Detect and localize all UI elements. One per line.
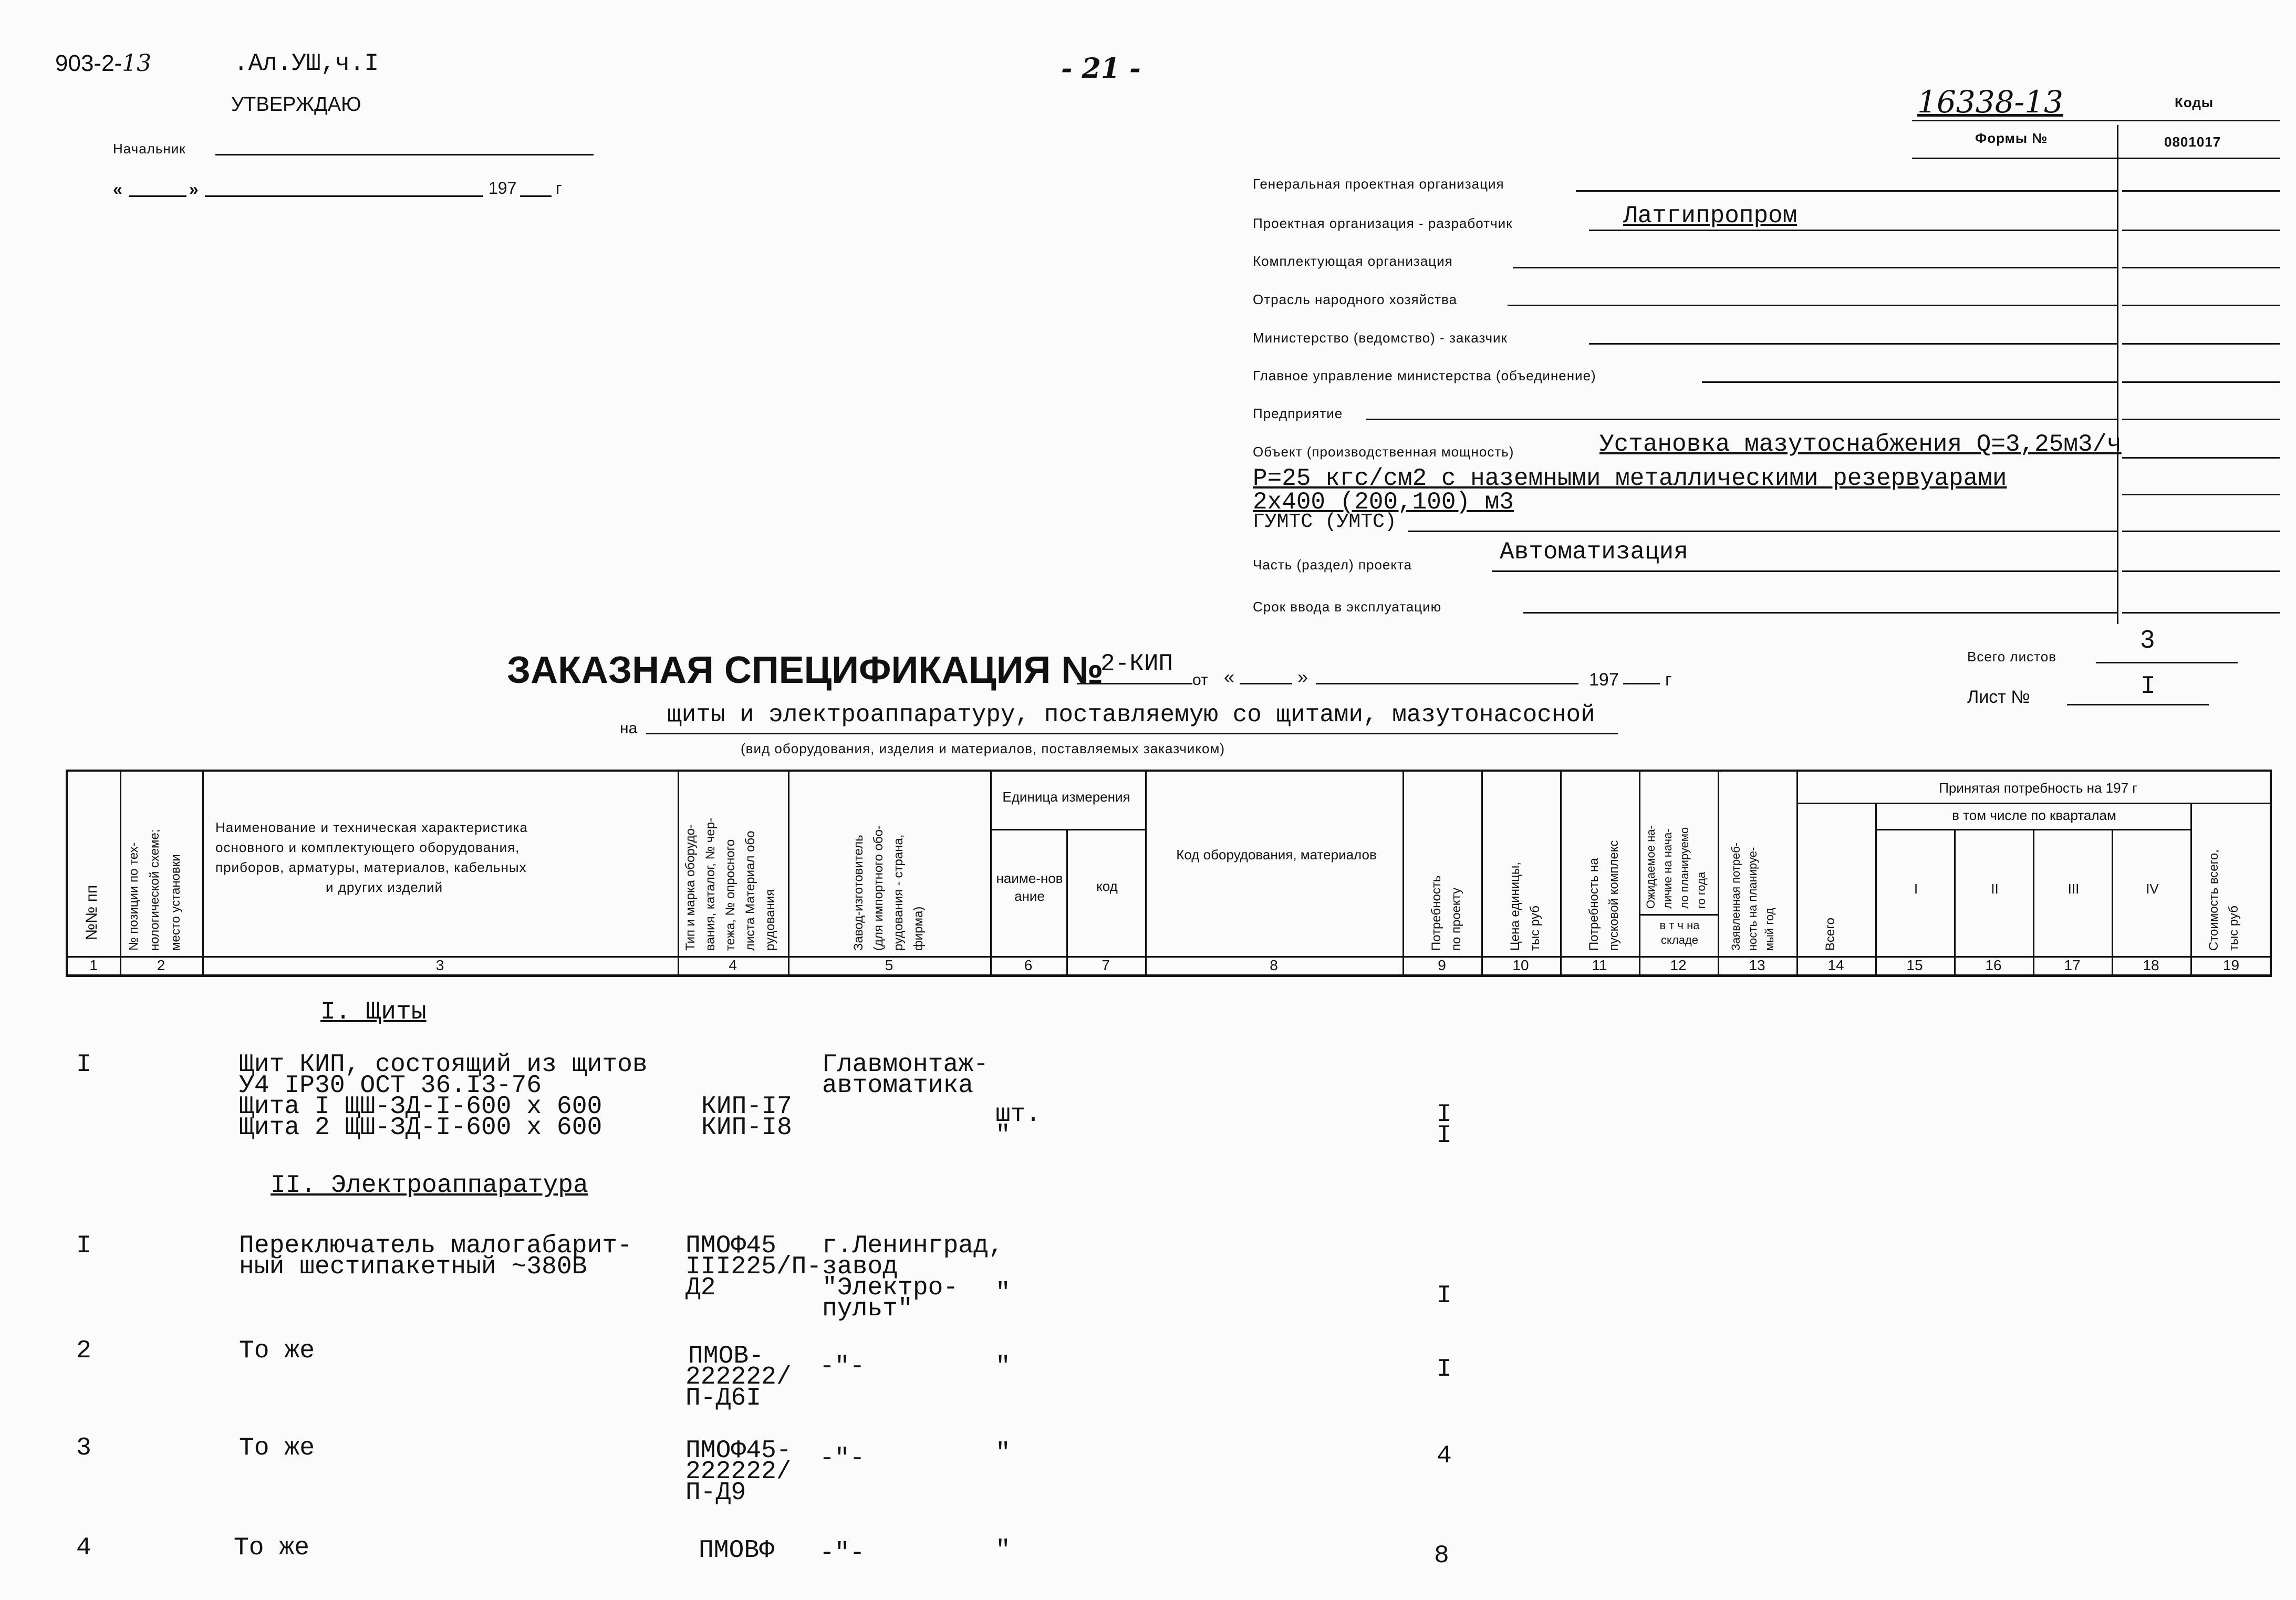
row4-name: То же	[239, 1434, 315, 1462]
row5-num: 4	[76, 1534, 91, 1562]
col-num-10: 10	[1512, 957, 1529, 973]
spec-subject-caption: (вид оборудования, изделия и материалов, поставляемых заказчиком)	[741, 741, 1225, 756]
developer-value: Латгипропром	[1623, 202, 1798, 230]
row2-unit: "	[995, 1279, 1011, 1307]
col-line-5	[990, 770, 992, 976]
general-org-code-line	[2122, 190, 2280, 192]
spec-year-line	[1623, 683, 1660, 684]
col3-header-l3: приборов, арматуры, материалов, кабельных	[215, 859, 527, 875]
col4-header-l5: рудования	[763, 889, 777, 951]
directorate-code-line	[2122, 381, 2280, 383]
part-line	[1492, 570, 2117, 572]
row2-name-2: ный шестипакетный ~380В	[239, 1253, 587, 1281]
col-line-18	[2190, 804, 2192, 976]
industry-line	[1508, 305, 2117, 306]
col1-header: №№ пп	[83, 885, 100, 940]
col-num-19: 19	[2222, 957, 2240, 973]
supplier-code-line	[2122, 267, 2280, 268]
col4-header-l1: Тип и марка оборудо-	[683, 824, 698, 951]
q4-header: IV	[2146, 881, 2159, 897]
spec-month-line	[1316, 683, 1578, 684]
total-sheets-line	[2096, 662, 2238, 663]
col-line-6	[1066, 830, 1068, 976]
col5-header-l4: фирма)	[911, 906, 926, 951]
row3-qty: I	[1437, 1355, 1452, 1384]
col-line-3	[678, 770, 679, 976]
col-num-7: 7	[1102, 957, 1110, 973]
col-line-10	[1560, 770, 1562, 976]
col11-header-l1: Потребность на	[1587, 858, 1601, 951]
row4-type-3: П-Д9	[685, 1479, 746, 1507]
row2-maker-3: "Электро-	[822, 1274, 959, 1302]
col-num-18: 18	[2143, 957, 2159, 973]
row3-unit: "	[995, 1353, 1011, 1381]
supplier-label: Комплектующая организация	[1253, 253, 1453, 269]
col-line-13	[1796, 770, 1798, 976]
row5-type-1: ПМОВФ	[699, 1536, 775, 1565]
codes-vertical-line	[2117, 125, 2118, 624]
sheet-value: I	[2141, 672, 2156, 701]
row4-type-2: 222222/	[685, 1458, 792, 1486]
approve-year: 197	[489, 179, 517, 198]
row3-type-2: 222222/	[685, 1363, 792, 1391]
row2-name-1: Переключатель малогабарит-	[239, 1232, 632, 1260]
project-code: 903-2-13	[55, 50, 152, 77]
col4-header-l4: листа Материал обо	[743, 830, 757, 951]
col10-header-l2: тыс руб	[1528, 905, 1542, 951]
unit-name-header: наиме-нование	[996, 870, 1063, 904]
row1-type-1: КИП-I7	[701, 1093, 792, 1121]
form-label: Формы №	[1975, 130, 2048, 146]
quarters-header: в том числе по кварталам	[1952, 807, 2116, 823]
section-2-title: II. Электроаппаратура	[271, 1171, 588, 1200]
accepted-subline	[1796, 803, 2272, 804]
col-line-7	[1145, 770, 1147, 976]
col9-header-l2: по проекту	[1449, 887, 1463, 951]
doc-number: 16338-13	[1917, 84, 2063, 120]
row4-unit: "	[995, 1439, 1011, 1468]
col3-header-l1: Наименование и техническая характеристика	[215, 819, 528, 835]
industry-code-line	[2122, 305, 2280, 306]
spec-year: 197	[1589, 670, 1619, 690]
q2-header: II	[1991, 881, 1999, 897]
spec-on: на	[620, 720, 638, 737]
row3-num: 2	[76, 1337, 91, 1365]
total-sheets-value: 3	[2141, 626, 2155, 653]
col-line-17	[2112, 830, 2113, 976]
ministry-code-line	[2122, 343, 2280, 345]
col19-header-l2: тыс руб	[2227, 905, 2241, 951]
col4-header-l2: вания, каталог, № чер-	[703, 817, 718, 951]
col13-header-l1: Заявленная потреб-	[1729, 842, 1742, 951]
approve-month-line	[205, 195, 483, 197]
row2-qty: I	[1437, 1282, 1452, 1310]
col12-sub-header: в т ч на складе	[1659, 919, 1700, 947]
col5-header-l2: (для импортного обо-	[871, 825, 886, 951]
directorate-line	[1702, 381, 2117, 383]
col-line-8	[1402, 770, 1404, 976]
col-line-12	[1718, 770, 1719, 976]
developer-code-line	[2122, 230, 2280, 231]
chief-label: Начальник	[113, 141, 186, 157]
part-code-line	[2122, 570, 2280, 572]
col-num-5: 5	[885, 957, 894, 973]
col-num-14: 14	[1827, 957, 1844, 973]
enterprise-code-line	[2122, 419, 2280, 420]
col-line-15	[1954, 830, 1956, 976]
row1-num: I	[76, 1051, 91, 1079]
approve-date-open: «	[113, 180, 122, 199]
col-num-8: 8	[1270, 957, 1278, 973]
enterprise-label: Предприятие	[1253, 406, 1343, 421]
spec-number: 2-КИП	[1100, 650, 1173, 678]
object-value-2: Р=25 кгс/см2 с наземными металлическими резервуарами	[1253, 465, 2007, 492]
col5-header-l1: Завод-изготовитель	[851, 835, 866, 951]
row4-maker: -"-	[819, 1445, 865, 1473]
row1-unit-1: шт.	[995, 1100, 1041, 1129]
supplier-line	[1513, 267, 2117, 268]
col12-header-l2: личие на нача-	[1661, 828, 1674, 909]
col13-header-l3: мый год	[1763, 908, 1776, 951]
object-label: Объект (производственная мощность)	[1253, 444, 1514, 460]
row3-type-1: ПМОВ-	[688, 1342, 764, 1370]
col3-header-l2: основного и комплектующего оборудования,	[215, 839, 520, 855]
row1-unit-2: "	[995, 1121, 1011, 1150]
part-label: Часть (раздел) проекта	[1253, 557, 1412, 573]
row2-type-2: III225/П-	[685, 1253, 822, 1281]
col19-header-l1: Стоимость всего,	[2207, 849, 2221, 951]
col-num-12: 12	[1670, 957, 1687, 973]
object-code-line-2	[2122, 494, 2280, 495]
col-num-9: 9	[1438, 957, 1446, 973]
directorate-label: Главное управление министерства (объединение)	[1253, 368, 1596, 383]
spec-number-line	[1077, 683, 1192, 684]
col13-header-l2: ность на планируе-	[1746, 847, 1759, 951]
unit-code-header: код	[1096, 878, 1118, 894]
col12-header-l3: ло планируемо	[1678, 827, 1691, 909]
form-code: 0801017	[2164, 134, 2221, 150]
approve-label: УТВЕРЖДАЮ	[231, 93, 361, 116]
general-org-label: Генеральная проектная организация	[1253, 176, 1504, 192]
part-value: Автоматизация	[1500, 538, 1688, 566]
spec-subject: щиты и электроаппаратуру, поставляемую со щитами, мазутонасосной	[667, 701, 1595, 729]
codes-top-line	[1912, 120, 2280, 121]
spec-subject-line	[646, 733, 1618, 734]
sheet-line	[2067, 704, 2209, 705]
row1-type-2: КИП-I8	[701, 1114, 792, 1142]
col4-header-l3: тежа, № опросного	[723, 839, 737, 951]
row1-qty-1: I	[1437, 1100, 1452, 1129]
approve-year-suffix: г	[556, 179, 562, 198]
col3-header-l4: и других изделий	[326, 879, 443, 895]
row5-unit: "	[995, 1536, 1011, 1565]
spec-date-close: »	[1297, 666, 1308, 688]
gumts-code-line	[2122, 531, 2280, 532]
col9-header-l1: Потребность	[1429, 875, 1443, 951]
row1-name-4: Щита 2 ЩШ-ЗД-I-600 х 600	[239, 1114, 602, 1142]
col11-header-l2: пусковой комплекс	[1607, 840, 1621, 951]
col8-header: Код оборудования, материалов	[1176, 847, 1377, 863]
row2-maker-1: г.Ленинград,	[822, 1232, 1004, 1260]
row1-name-2: У4 IP30 ОСТ 36.I3-76	[239, 1072, 542, 1100]
object-code-line	[2122, 457, 2280, 459]
row2-num: I	[76, 1232, 91, 1260]
codes-bottom-line	[1912, 158, 2280, 159]
col2-header-l1: № позиции по тех-	[127, 842, 141, 951]
row2-maker-2: завод	[822, 1253, 898, 1281]
col-line-11	[1639, 770, 1640, 976]
row2-maker-4: пульт"	[822, 1295, 913, 1323]
q3-header: III	[2068, 881, 2080, 897]
col-line-16	[2033, 830, 2034, 976]
spec-year-suffix: г	[1665, 670, 1672, 690]
col10-header-l1: Цена единицы,	[1508, 862, 1522, 951]
col-line-4	[788, 770, 789, 976]
object-value-1: Установка мазутоснабжения Q=3,25м3/ч	[1599, 431, 2122, 458]
spec-from: от	[1192, 671, 1208, 689]
col12-header-l1: Ожидаемое на-	[1644, 825, 1657, 909]
table-bottom-line	[66, 974, 2272, 977]
spec-title: ЗАКАЗНАЯ СПЕЦИФИКАЦИЯ №	[507, 649, 1104, 691]
row2-type-1: ПМОФ45	[685, 1232, 776, 1260]
row1-maker-1: Главмонтаж-	[822, 1051, 989, 1079]
total-sheets-label: Всего листов	[1967, 649, 2056, 664]
col-num-13: 13	[1749, 957, 1765, 973]
general-org-line	[1576, 190, 2117, 192]
col-num-4: 4	[729, 957, 737, 973]
col-num-15: 15	[1906, 957, 1923, 973]
enterprise-line	[1366, 419, 2117, 420]
spec-date-open: «	[1224, 666, 1235, 688]
row5-maker: -"-	[819, 1539, 865, 1567]
col-num-1: 1	[89, 957, 98, 973]
row3-maker: -"-	[819, 1353, 865, 1381]
sheet-label: Лист №	[1967, 687, 2030, 707]
accepted-header: Принятая потребность на 197 г	[1939, 780, 2137, 796]
developer-line	[1589, 230, 2117, 231]
ministry-label: Министерство (ведомство) - заказчик	[1253, 330, 1508, 346]
developer-label: Проектная организация - разработчик	[1253, 215, 1513, 231]
row3-name: То же	[239, 1337, 315, 1365]
col2-header-l3: место установки	[169, 854, 183, 951]
row5-name: То же	[234, 1534, 310, 1562]
approve-year-line	[520, 195, 552, 197]
row4-type-1: ПМОФ45-	[685, 1437, 792, 1465]
col-line-9	[1481, 770, 1483, 976]
col-num-17: 17	[2064, 957, 2081, 973]
deadline-line	[1523, 612, 2117, 614]
col-line-1	[120, 770, 121, 976]
col5-header-l3: рудования - страна,	[891, 834, 906, 951]
col2-header-l2: нологической схеме;	[148, 829, 162, 951]
unit-header: Единица измерения	[1002, 789, 1130, 805]
q1-header: I	[1914, 881, 1918, 897]
row2-type-3: Д2	[685, 1274, 716, 1302]
stock-subline	[1639, 914, 1718, 916]
approve-date-close: »	[189, 180, 199, 199]
ministry-line	[1589, 343, 2117, 345]
col-num-2: 2	[157, 957, 165, 973]
deadline-code-line	[2122, 612, 2280, 614]
gumts-label: ГУМТС (УМТС)	[1253, 511, 1397, 533]
col14-header: Всего	[1823, 918, 1837, 951]
col-line-2	[202, 770, 204, 976]
codes-label: Коды	[2175, 95, 2214, 110]
row5-qty: 8	[1434, 1542, 1449, 1570]
album-label: .Ал.УШ,ч.I	[234, 50, 379, 77]
col12-header-l4: го года	[1695, 871, 1708, 909]
deadline-label: Срок ввода в эксплуатацию	[1253, 599, 1442, 615]
row4-qty: 4	[1437, 1442, 1452, 1470]
spec-day-line	[1240, 683, 1292, 684]
page-number: - 21 -	[1061, 53, 1141, 85]
col-num-11: 11	[1592, 957, 1607, 973]
chief-line	[215, 154, 594, 155]
row3-type-3: П-Д6I	[685, 1384, 762, 1412]
section-1-title: I. Щиты	[320, 998, 427, 1026]
row1-name-1: Щит КИП, состоящий из щитов	[239, 1051, 648, 1079]
col-num-6: 6	[1024, 957, 1033, 973]
row4-num: 3	[76, 1434, 91, 1462]
gumts-line	[1408, 531, 2117, 532]
row1-maker-2: автоматика	[822, 1072, 974, 1100]
industry-label: Отрасль народного хозяйства	[1253, 292, 1458, 307]
row1-name-3: Щита I ЩШ-ЗД-I-600 х 600	[239, 1093, 602, 1121]
object-value-3: 2х400 (200,100) м3	[1253, 489, 1514, 516]
col-num-16: 16	[1985, 957, 2002, 973]
col-num-3: 3	[435, 957, 444, 973]
unit-subline	[990, 829, 1145, 830]
approve-day-line	[129, 195, 186, 197]
quarters-subline	[1875, 829, 2190, 830]
row1-qty-2: I	[1437, 1121, 1452, 1150]
